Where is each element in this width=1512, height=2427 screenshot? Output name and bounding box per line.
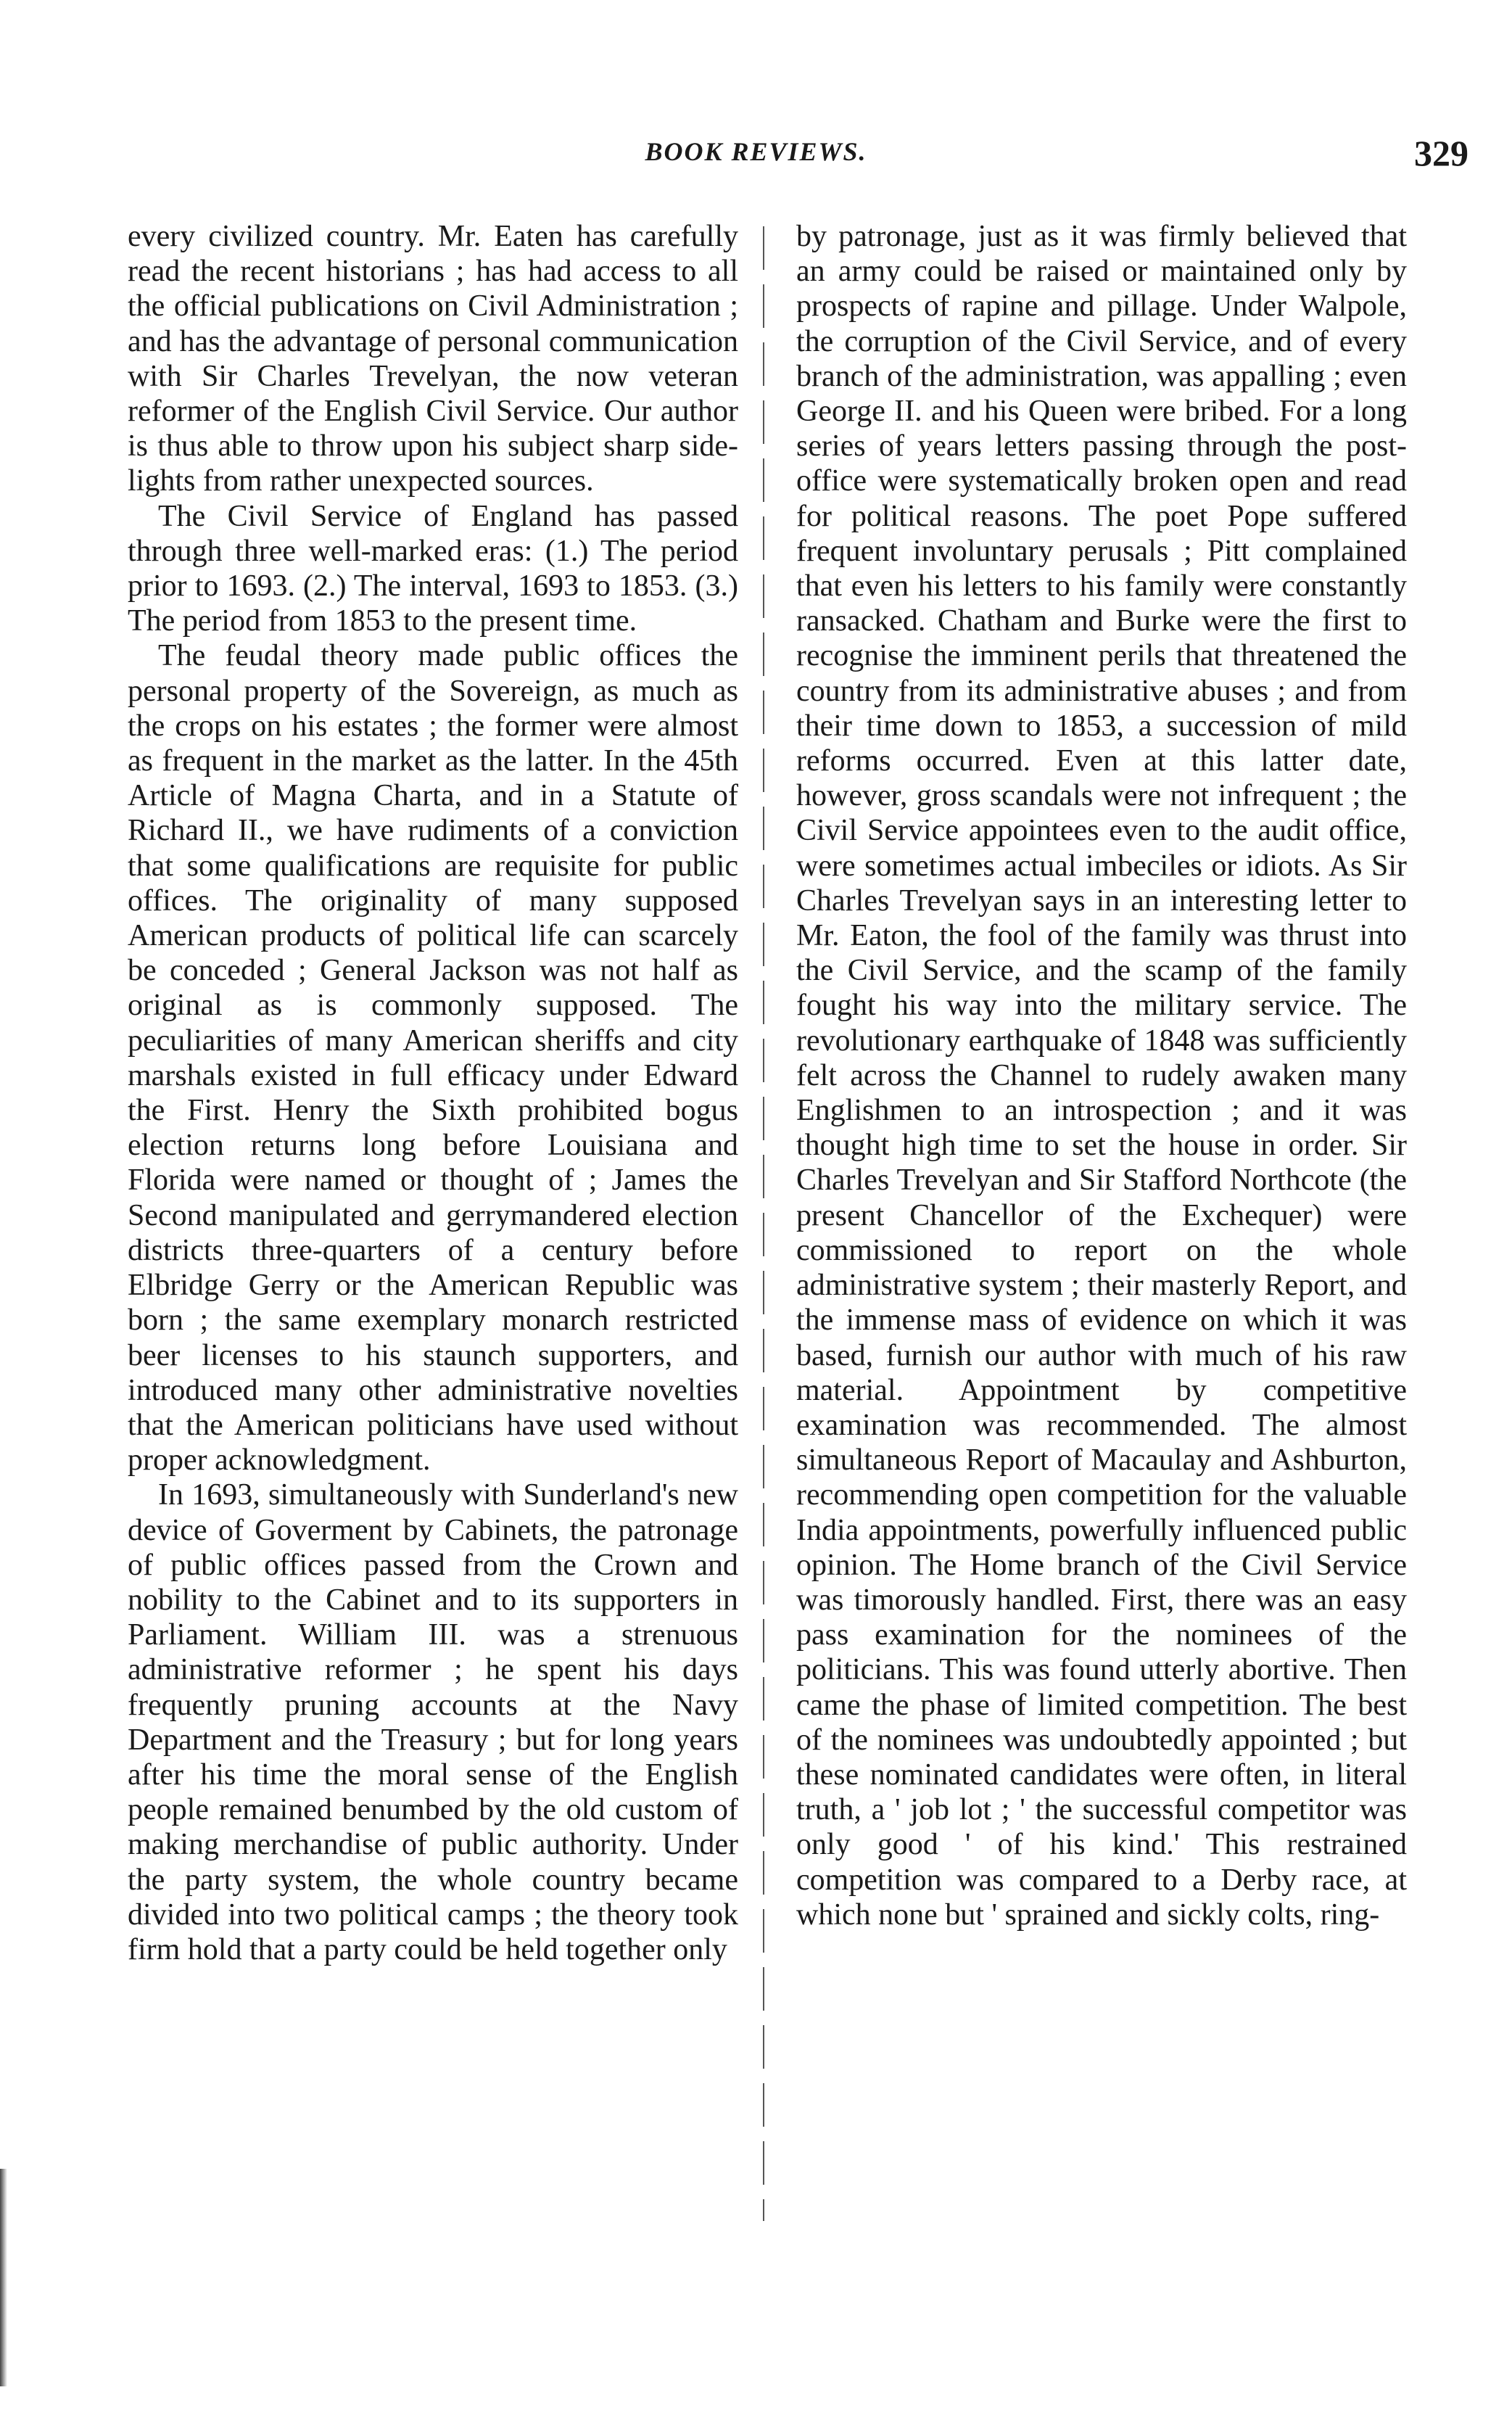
- page-number: 329: [1414, 133, 1468, 173]
- right-column: [796, 219, 1407, 1932]
- running-head: BOOK REVIEWS.: [645, 137, 867, 166]
- paragraph: by patronage, just as it was firmly believed that an army could be raised or maintained only by prospects of rapine and pillage. Under Walpole, the corruption of the Civil Service, and of every branch of the administration, was appalling ; even George II. and his Queen were bribed. For a long series of years letters passing through the post-office were systematically broken open and read for political reasons. The poet Pope suffered frequent involuntary perusals ; Pitt complained that even his letters to his family were constantly ransacked. Chatham and Burke were the first to recognise the imminent perils that threatened the country from its administrative abuses ; and from their time down to 1853, a succession of mild reforms occurred. Even at this latter date, however, gross scandals were not infrequent ; the Civil Service appointees even to the audit office, were sometimes actual imbeciles or idiots. As Sir Charles Trevelyan says in an interesting letter to Mr. Eaton, the fool of the family was thrust into the Civil Service, and the scamp of the family fought his way into the military service. The revolutionary earthquake of 1848 was sufficiently felt across the Channel to rudely awaken many Englishmen to an introspection ; and it was thought high time to set the house in order. Sir Charles Trevelyan and Sir Stafford Northcote (the present Chancellor of the Exchequer) were commissioned to report on the whole administrative system ; their masterly Report, and the immense mass of evidence on which it was based, furnish our author with much of his raw material. Appointment by competitive examination was recommended. The almost simultaneous Report of Macaulay and Ashburton, recommending open competition for the valuable India appointments, powerfully influenced public opinion. The Home branch of the Civil Service was timorously handled. First, there was an easy pass examination for the nominees of the politicians. This was found utterly abortive. Then came the phase of limited competition. The best of the nominees was undoubtedly appointed ; but these nominated candidates were often, in literal truth, a ' job lot ; ' the successful competitor was only good ' of his kind.' This restrained competition was compared to a Derby race, at which none but ' sprained and sickly colts, ring-: [796, 220, 1407, 1932]
- paragraph: In 1693, simultaneously with Sunderland's new device of Goverment by Cabinets, the patronage of public offices passed from the Crown and nobility to the Cabinet and to its supporters in Parliament. William III. was a strenuous administrative reformer ; he spent his days frequently pruning accounts at the Navy Department and the Treasury ; but for long years after his time the moral sense of the English people remained benumbed by the old custom of making merchandise of public authority. Under the party system, the whole country became divided into two political camps ; the theory took firm hold that a party could be held together only: [128, 1478, 738, 1966]
- scan-edge-mark: [0, 2169, 7, 2386]
- paragraph: The feudal theory made public offices the personal property of the Sovereign, as much as the crops on his estates ; the former were almost as frequent in the market as the latter. In the 45th Article of Magna Charta, and in a Statute of Richard II., we have rudiments of a conviction that some qualifications are requisite for public offices. The originality of many supposed American products of political life can scarcely be conceded ; General Jackson was not half as original as is commonly supposed. The peculiarities of many American sheriffs and city marshals existed in full efficacy under Edward the First. Henry the Sixth prohibited bogus election returns long before Louisiana and Florida were named or thought of ; James the Second manipulated and gerrymandered election districts three-quarters of a century before Elbridge Gerry or the American Republic was born ; the same exemplary monarch restricted beer licenses to his staunch supporters, and introduced many other administrative novelties that the American politicians have used without proper acknowledgment.: [128, 639, 738, 1478]
- left-column: [128, 219, 738, 1967]
- column-divider: [763, 226, 764, 2221]
- paragraph: The Civil Service of England has passed through three well-marked eras: (1.) The period prior to 1693. (2.) The interval, 1693 to 1853. (3.) The period from 1853 to the present time.: [128, 499, 738, 638]
- page-header: [0, 133, 1512, 187]
- paragraph: every civilized country. Mr. Eaten has carefully read the recent historians ; has had access to all the official publications on Civil Administration ; and has the advantage of personal communication with Sir Charles Trevelyan, the now veteran reformer of the English Civil Service. Our author is thus able to throw upon his subject sharp side-lights from rather unexpected sources.: [128, 220, 738, 498]
